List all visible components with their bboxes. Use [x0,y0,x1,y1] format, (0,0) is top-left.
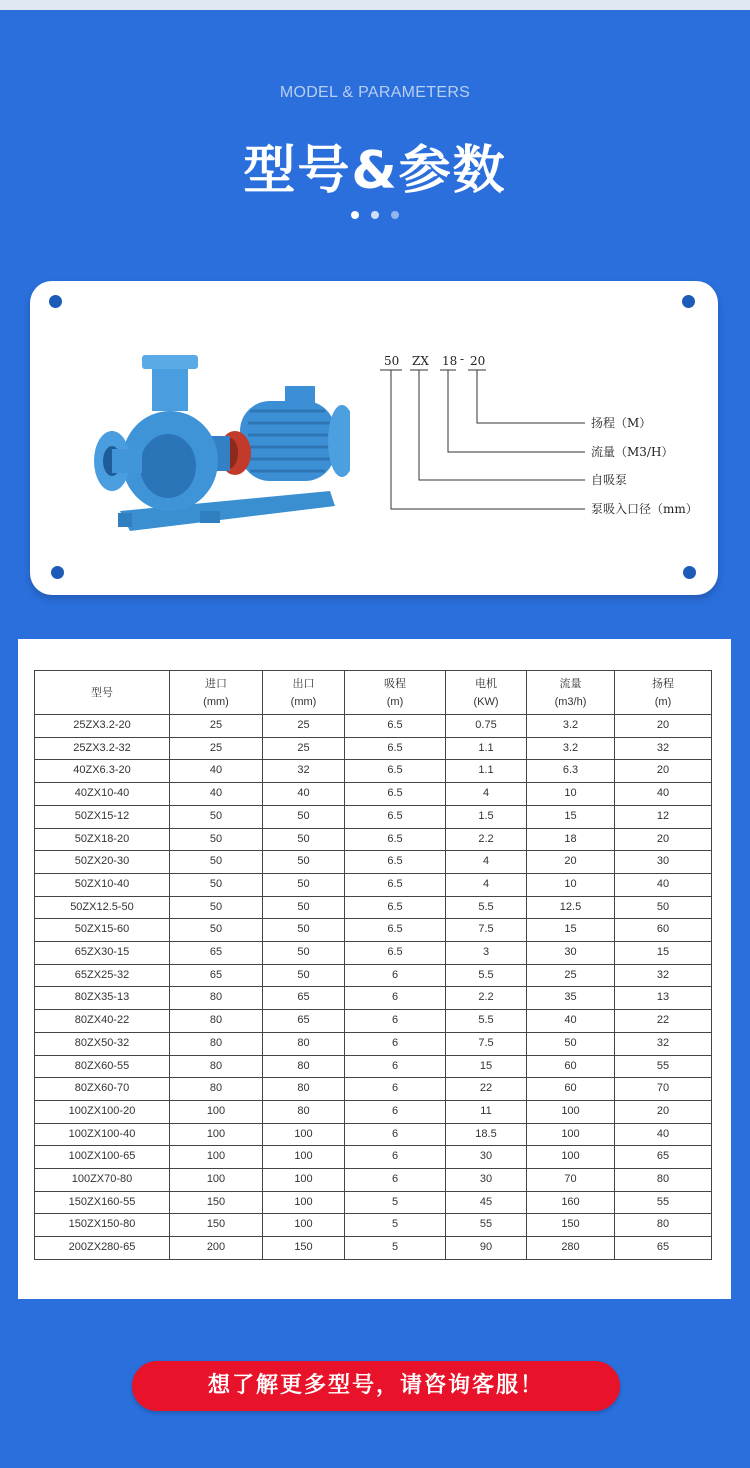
cell-motor: 1.5 [446,805,527,828]
cell-head: 80 [615,1169,712,1192]
cell-motor: 2.2 [446,987,527,1010]
table-row [35,783,712,806]
cell-model: 80ZX60-70 [35,1078,170,1101]
cell-flow: 15 [527,805,615,828]
cell-motor: 11 [446,1100,527,1123]
cell-flow: 6.3 [527,760,615,783]
page-title: 型号&参数 [243,141,507,201]
cell-outlet: 25 [263,715,345,738]
cell-outlet: 100 [263,1214,345,1237]
cell-motor: 5.5 [446,896,527,919]
cell-flow: 40 [527,1010,615,1033]
code-flow: 18 [442,354,458,368]
cell-suction: 5 [345,1214,446,1237]
cell-model: 25ZX3.2-20 [35,715,170,738]
cell-flow: 60 [527,1055,615,1078]
cell-suction: 6 [345,1123,446,1146]
table-row [35,828,712,851]
table-row [35,1055,712,1078]
cell-inlet: 100 [170,1100,263,1123]
cell-model: 80ZX50-32 [35,1032,170,1055]
corner-dot-icon [49,295,62,308]
cell-motor: 4 [446,873,527,896]
cell-outlet: 25 [263,737,345,760]
cell-flow: 30 [527,942,615,965]
section-subtitle: MODEL & PARAMETERS [279,84,471,101]
table-row [35,1237,712,1260]
code-diameter: 50 [384,354,400,368]
cell-model: 200ZX280-65 [35,1237,170,1260]
cell-inlet: 50 [170,805,263,828]
label-head: 扬程（M） [591,416,652,430]
cell-model: 25ZX3.2-32 [35,737,170,760]
cell-suction: 6.5 [345,873,446,896]
header-motor: 电机 (KW) [446,671,527,715]
cell-outlet: 80 [263,1055,345,1078]
cell-motor: 90 [446,1237,527,1260]
cell-motor: 55 [446,1214,527,1237]
corner-dot-icon [682,295,695,308]
cell-suction: 5 [345,1237,446,1260]
cell-outlet: 50 [263,942,345,965]
cell-head: 50 [615,896,712,919]
cell-outlet: 50 [263,828,345,851]
cell-suction: 6 [345,1078,446,1101]
cell-model: 100ZX100-65 [35,1146,170,1169]
cell-outlet: 50 [263,919,345,942]
code-dash: - [460,352,465,366]
header-outlet: 出口 (mm) [263,671,345,715]
cell-head: 70 [615,1078,712,1101]
cell-inlet: 25 [170,715,263,738]
cell-model: 50ZX18-20 [35,828,170,851]
cell-flow: 3.2 [527,715,615,738]
header-model: 型号 [35,671,170,715]
table-row [35,1123,712,1146]
cell-suction: 6.5 [345,919,446,942]
spec-table [34,670,712,1260]
table-row [35,1169,712,1192]
cell-flow: 3.2 [527,737,615,760]
cell-head: 80 [615,1214,712,1237]
cell-inlet: 150 [170,1214,263,1237]
cell-motor: 15 [446,1055,527,1078]
cell-inlet: 50 [170,896,263,919]
cell-inlet: 80 [170,1078,263,1101]
cell-outlet: 50 [263,851,345,874]
cell-motor: 22 [446,1078,527,1101]
cell-outlet: 65 [263,987,345,1010]
cell-outlet: 32 [263,760,345,783]
table-row [35,760,712,783]
cell-head: 32 [615,1032,712,1055]
cell-head: 60 [615,919,712,942]
cell-head: 65 [615,1237,712,1260]
cell-flow: 18 [527,828,615,851]
cell-head: 40 [615,1123,712,1146]
cell-inlet: 65 [170,942,263,965]
cell-model: 50ZX15-60 [35,919,170,942]
cell-model: 150ZX160-55 [35,1191,170,1214]
cell-model: 40ZX6.3-20 [35,760,170,783]
table-row [35,851,712,874]
table-row [35,715,712,738]
cell-suction: 6 [345,1055,446,1078]
header-flow: 流量 (m3/h) [527,671,615,715]
cell-head: 40 [615,783,712,806]
cell-suction: 6.5 [345,942,446,965]
cell-outlet: 80 [263,1078,345,1101]
cell-inlet: 25 [170,737,263,760]
code-head: 20 [470,354,486,368]
cell-flow: 100 [527,1123,615,1146]
table-row [35,873,712,896]
cell-suction: 5 [345,1191,446,1214]
label-self-priming: 自吸泵 [591,473,628,487]
cell-model: 50ZX10-40 [35,873,170,896]
decorative-dots [0,211,750,219]
cell-head: 40 [615,873,712,896]
cell-head: 55 [615,1191,712,1214]
cell-outlet: 50 [263,805,345,828]
cell-inlet: 150 [170,1191,263,1214]
cell-outlet: 150 [263,1237,345,1260]
cell-inlet: 100 [170,1146,263,1169]
cell-inlet: 50 [170,851,263,874]
cell-suction: 6.5 [345,760,446,783]
cell-motor: 1.1 [446,737,527,760]
table-row [35,919,712,942]
cell-head: 15 [615,942,712,965]
cell-motor: 30 [446,1169,527,1192]
cell-suction: 6.5 [345,715,446,738]
cell-suction: 6 [345,964,446,987]
cell-flow: 150 [527,1214,615,1237]
cell-head: 20 [615,715,712,738]
cell-suction: 6.5 [345,828,446,851]
cell-motor: 4 [446,851,527,874]
cell-inlet: 80 [170,1055,263,1078]
cell-outlet: 40 [263,783,345,806]
dot-icon [371,211,379,219]
cell-outlet: 100 [263,1191,345,1214]
cell-suction: 6 [345,987,446,1010]
cell-inlet: 50 [170,919,263,942]
table-row [35,1191,712,1214]
cell-suction: 6.5 [345,805,446,828]
cell-motor: 7.5 [446,919,527,942]
corner-dot-icon [51,566,64,579]
cell-flow: 60 [527,1078,615,1101]
spec-table-panel [18,639,731,1299]
cell-suction: 6.5 [345,783,446,806]
cell-inlet: 100 [170,1169,263,1192]
model-code-card [30,281,718,595]
cell-flow: 160 [527,1191,615,1214]
cell-inlet: 80 [170,1032,263,1055]
cell-model: 65ZX30-15 [35,942,170,965]
cell-flow: 100 [527,1146,615,1169]
dot-icon [351,211,359,219]
cell-inlet: 80 [170,987,263,1010]
cell-head: 22 [615,1010,712,1033]
table-row [35,1146,712,1169]
cell-model: 80ZX40-22 [35,1010,170,1033]
cell-suction: 6 [345,1010,446,1033]
cell-head: 65 [615,1146,712,1169]
cell-head: 32 [615,737,712,760]
cell-inlet: 50 [170,828,263,851]
table-row [35,964,712,987]
cell-suction: 6 [345,1169,446,1192]
cell-outlet: 50 [263,896,345,919]
cell-motor: 7.5 [446,1032,527,1055]
cell-outlet: 80 [263,1100,345,1123]
cell-motor: 0.75 [446,715,527,738]
cell-suction: 6 [345,1146,446,1169]
top-strip [0,0,750,10]
table-row [35,1214,712,1237]
cell-model: 80ZX60-55 [35,1055,170,1078]
cell-flow: 100 [527,1100,615,1123]
table-row [35,987,712,1010]
cell-head: 20 [615,760,712,783]
cell-motor: 3 [446,942,527,965]
cell-suction: 6.5 [345,851,446,874]
table-header-row [35,671,712,715]
table-row [35,1032,712,1055]
cell-motor: 5.5 [446,1010,527,1033]
table-row [35,896,712,919]
cell-outlet: 50 [263,873,345,896]
cell-head: 55 [615,1055,712,1078]
cell-flow: 10 [527,873,615,896]
cell-model: 65ZX25-32 [35,964,170,987]
cell-flow: 20 [527,851,615,874]
cell-inlet: 65 [170,964,263,987]
cell-flow: 70 [527,1169,615,1192]
label-inlet-diameter: 泵吸入口径（mm） [591,502,698,516]
cell-suction: 6.5 [345,896,446,919]
cell-outlet: 65 [263,1010,345,1033]
table-row [35,1010,712,1033]
cell-model: 50ZX20-30 [35,851,170,874]
cell-inlet: 100 [170,1123,263,1146]
cell-head: 20 [615,1100,712,1123]
cell-flow: 15 [527,919,615,942]
table-row [35,1078,712,1101]
cell-motor: 2.2 [446,828,527,851]
cell-flow: 10 [527,783,615,806]
cell-model: 80ZX35-13 [35,987,170,1010]
dot-icon [391,211,399,219]
cell-outlet: 100 [263,1123,345,1146]
cell-model: 100ZX70-80 [35,1169,170,1192]
cell-model: 150ZX150-80 [35,1214,170,1237]
cell-flow: 12.5 [527,896,615,919]
cell-flow: 35 [527,987,615,1010]
cell-outlet: 100 [263,1169,345,1192]
cell-model: 50ZX15-12 [35,805,170,828]
cell-model: 100ZX100-40 [35,1123,170,1146]
header-inlet: 进口 (mm) [170,671,263,715]
cell-model: 40ZX10-40 [35,783,170,806]
cell-suction: 6 [345,1032,446,1055]
cell-flow: 280 [527,1237,615,1260]
code-series: ZX [412,354,429,368]
header-suction: 吸程 (m) [345,671,446,715]
cell-outlet: 50 [263,964,345,987]
pump-image [90,341,350,541]
cell-model: 100ZX100-20 [35,1100,170,1123]
cell-inlet: 40 [170,783,263,806]
cell-flow: 50 [527,1032,615,1055]
cell-inlet: 200 [170,1237,263,1260]
label-flow: 流量（M3/H） [591,445,674,459]
contact-service-button[interactable]: 想了解更多型号，请咨询客服！ [132,1361,620,1411]
cell-flow: 25 [527,964,615,987]
model-code-diagram [380,351,700,521]
cell-model: 50ZX12.5-50 [35,896,170,919]
cell-head: 20 [615,828,712,851]
cell-motor: 4 [446,783,527,806]
cell-inlet: 40 [170,760,263,783]
cell-motor: 5.5 [446,964,527,987]
table-row [35,805,712,828]
cell-outlet: 80 [263,1032,345,1055]
header-head: 扬程 (m) [615,671,712,715]
corner-dot-icon [683,566,696,579]
cell-outlet: 100 [263,1146,345,1169]
cell-motor: 18.5 [446,1123,527,1146]
cell-inlet: 50 [170,873,263,896]
table-row [35,942,712,965]
cell-head: 13 [615,987,712,1010]
cell-inlet: 80 [170,1010,263,1033]
cell-head: 12 [615,805,712,828]
cell-motor: 45 [446,1191,527,1214]
cell-motor: 30 [446,1146,527,1169]
cell-suction: 6 [345,1100,446,1123]
table-row [35,1100,712,1123]
cell-head: 30 [615,851,712,874]
table-row [35,737,712,760]
cell-motor: 1.1 [446,760,527,783]
cell-head: 32 [615,964,712,987]
cell-suction: 6.5 [345,737,446,760]
